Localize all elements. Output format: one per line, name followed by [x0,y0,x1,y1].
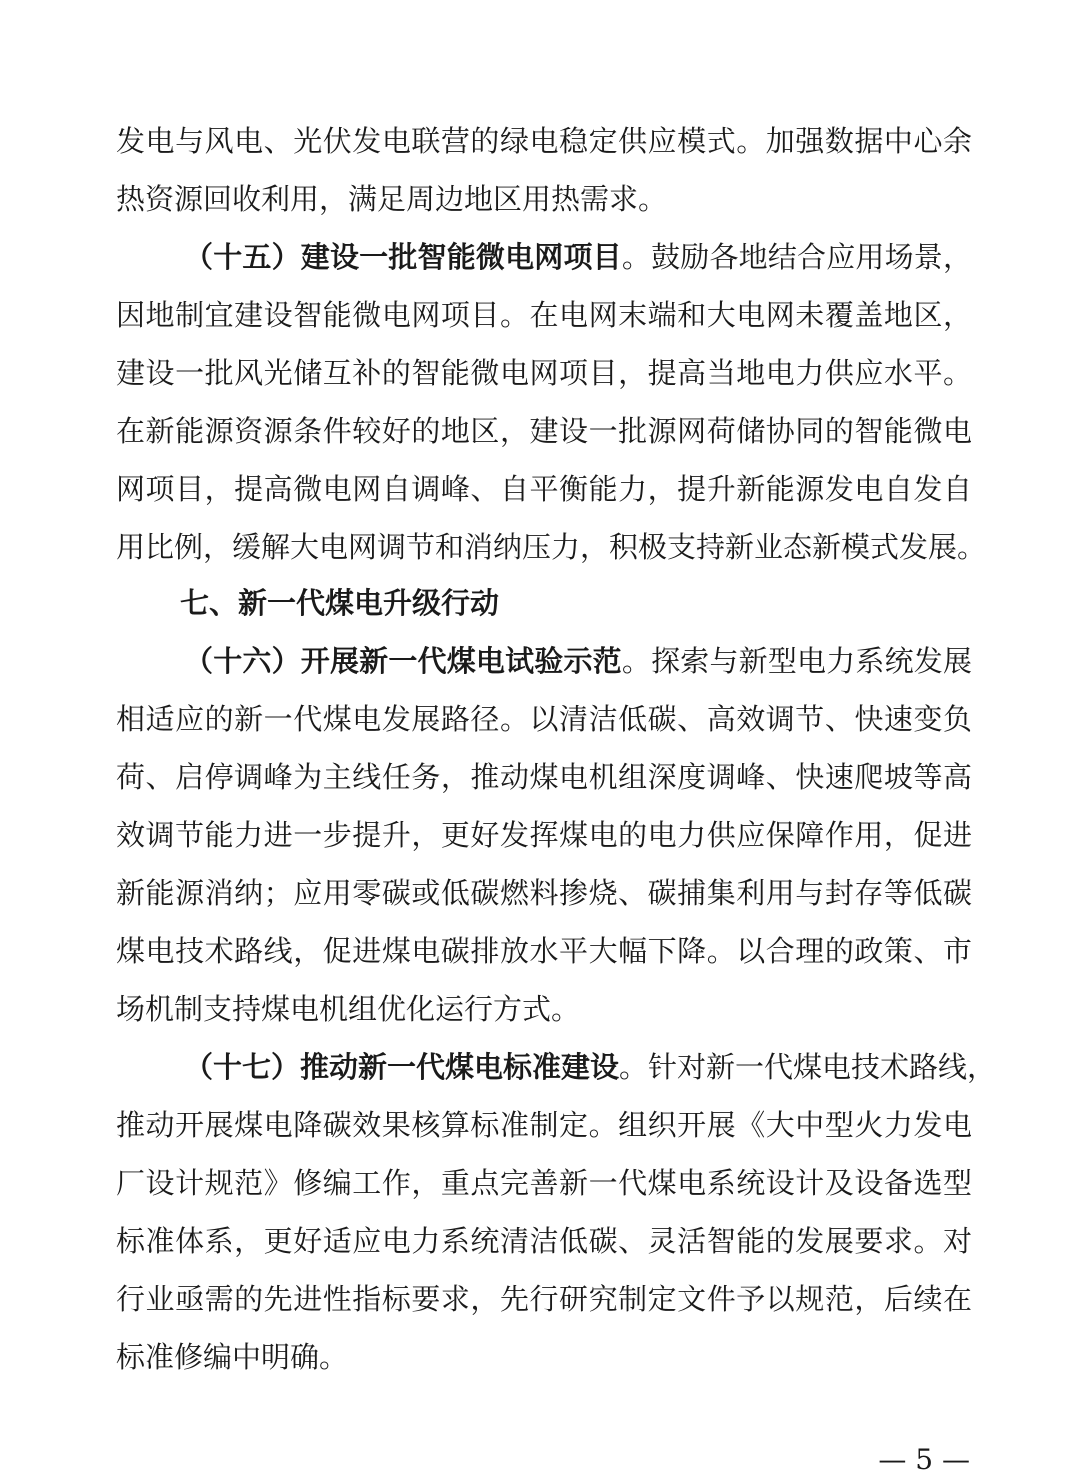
paragraph-line: 因地制宜建设智能微电网项目。在电网末端和大电网未覆盖地区， [116,298,972,332]
paragraph-line: 标准修编中明确。 [116,1340,349,1374]
paragraph-line: 用比例，缓解大电网调节和消纳压力，积极支持新业态新模式发展。 [116,530,987,564]
paragraph-line: 场机制支持煤电机组优化运行方式。 [116,992,581,1026]
item-16-first-line [184,632,972,690]
item-16-first-line-rest: 。探索与新型电力系统发展 [621,644,972,678]
paragraph-line: 推动开展煤电降碳效果核算标准制定。组织开展《大中型火力发电 [116,1108,972,1142]
item-17-first-line-rest: 。针对新一代煤电技术路线， [619,1050,997,1084]
item-15-first-line [184,228,972,286]
paragraph-line: 网项目，提高微电网自调峰、自平衡能力，提升新能源发电自发自 [116,472,972,506]
paragraph-line: 厂设计规范》修编工作，重点完善新一代煤电系统设计及设备选型 [116,1166,972,1200]
section-heading: 七、新一代煤电升级行动 [180,586,500,620]
paragraph-line: 行业亟需的先进性指标要求，先行研究制定文件予以规范，后续在 [116,1282,972,1316]
paragraph-line: 在新能源资源条件较好的地区，建设一批源网荷储协同的智能微电 [116,414,972,448]
paragraph-line: 热资源回收利用，满足周边地区用热需求。 [116,182,668,216]
item-17-first-line [184,1038,997,1096]
page-number: — 5 — [878,1443,970,1476]
item-15-first-line-rest: 。鼓励各地结合应用场景， [621,240,972,274]
item-15-lead: （十五）建设一批智能微电网项目 [184,240,622,274]
paragraph-line: 效调节能力进一步提升，更好发挥煤电的电力供应保障作用，促进 [116,818,972,852]
paragraph-line: 新能源消纳；应用零碳或低碳燃料掺烧、碳捕集利用与封存等低碳 [116,876,972,910]
paragraph-line: 相适应的新一代煤电发展路径。以清洁低碳、高效调节、快速变负 [116,702,972,736]
paragraph-line: 建设一批风光储互补的智能微电网项目，提高当地电力供应水平。 [116,356,972,390]
paragraph-line: 荷、启停调峰为主线任务，推动煤电机组深度调峰、快速爬坡等高 [116,760,972,794]
item-17-lead: （十七）推动新一代煤电标准建设 [184,1050,620,1084]
paragraph-line: 煤电技术路线，促进煤电碳排放水平大幅下降。以合理的政策、市 [116,934,972,968]
paragraph-line: 标准体系，更好适应电力系统清洁低碳、灵活智能的发展要求。对 [116,1224,972,1258]
item-16-lead: （十六）开展新一代煤电试验示范 [184,644,622,678]
paragraph-line: 发电与风电、光伏发电联营的绿电稳定供应模式。加强数据中心余 [116,124,972,158]
